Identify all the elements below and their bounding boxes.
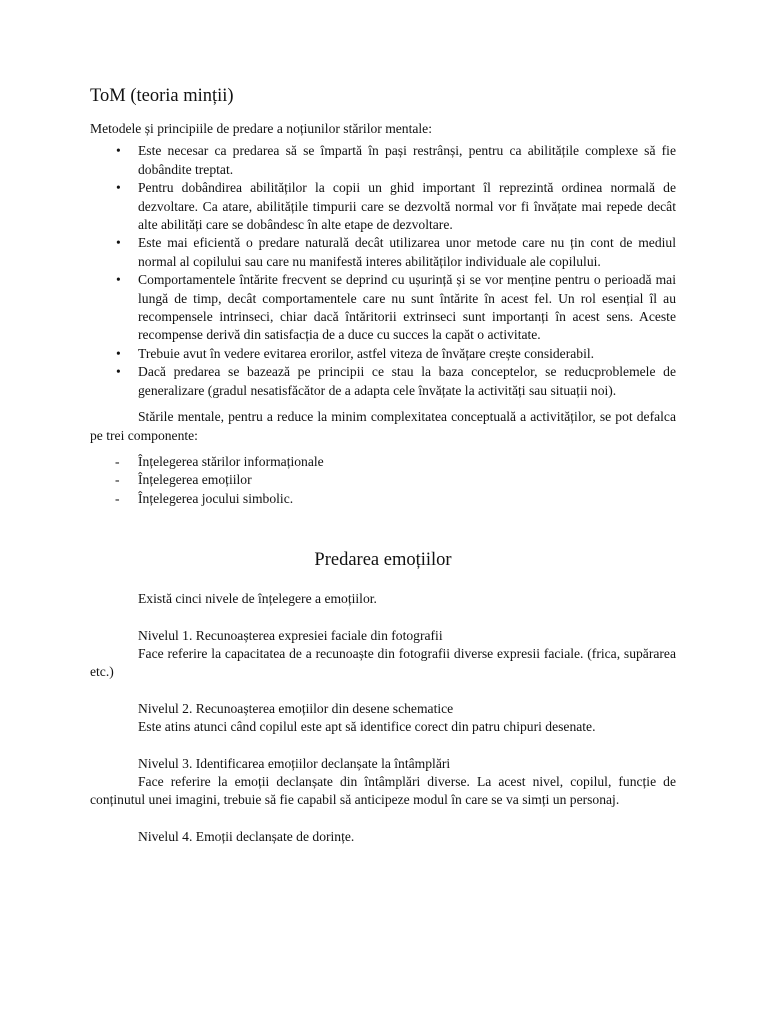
list-item-text: Înțelegerea emoțiilor <box>138 472 252 488</box>
dash-icon: - <box>115 490 120 506</box>
level-description: Este atins atunci când copilul este apt să identifice corect din patru chipuri desenate. <box>138 719 596 735</box>
list-item <box>90 179 676 234</box>
level-title: Nivelul 3. Identificarea emoțiilor declanșate la întâmplări <box>138 755 451 771</box>
list-item-text: Este mai eficientă o predare naturală decât utilizarea unor metode care nu țin cont de mediul normal al copilului sau care nu manifestă interes abilităților individuale ale copilului. <box>138 235 676 269</box>
level-block-4 <box>90 828 676 846</box>
level-description: Face referire la emoții declanșate din întâmplări diverse. La acest nivel, copilul, funcție de conținutul unei imagini, trebuie să fie capabil să anticipeze modul în care se va simți un personaj. <box>90 773 676 808</box>
list-item <box>90 271 676 345</box>
list-item-text: Înțelegerea stărilor informaționale <box>138 453 324 469</box>
list-item-text: Comportamentele întărite frecvent se deprind cu ușurință și se vor menține pentru o perioadă mai lungă de timp, decât comportamentele care nu sunt întărite în acest fel. Un rol esențial îl au recompensele intrinseci, chiar dacă întăritorii extrinseci sunt importanți în acest sens. Aceste recompense derivă din satisfacția de a duce cu succes la capăt o activitate. <box>138 272 676 343</box>
list-item-text: Este necesar ca predarea să se împartă în pași restrânși, pentru ca abilitățile complexe să fie dobândite treptat. <box>138 143 676 177</box>
list-item <box>90 490 676 508</box>
list-item-text: Pentru dobândirea abilităților la copii un ghid important îl reprezintă ordinea normală de dezvoltare. Ca atare, abilitățile timpurii care se dezvoltă normal vor fi învățate mai repede decât alte abilități care se dobândesc în alte etape de dezvoltare. <box>138 180 676 233</box>
level-title: Nivelul 2. Recunoașterea emoțiilor din desene schematice <box>138 700 454 716</box>
level-description: Face referire la capacitatea de a recunoaște din fotografii diverse expresii faciale. (frica, supărarea etc.) <box>90 645 676 680</box>
level-block-2 <box>90 700 676 737</box>
mental-states-paragraph: Stările mentale, pentru a reduce la minim complexitatea conceptuală a activităților, se pot defalca pe trei componente: <box>90 409 676 443</box>
list-item <box>90 234 676 271</box>
list-item <box>90 142 676 179</box>
level-block-1 <box>90 627 676 682</box>
level-title: Nivelul 4. Emoții declanșate de dorințe. <box>138 828 355 844</box>
document-page <box>90 84 676 846</box>
bullet-icon: • <box>116 180 121 196</box>
level-title: Nivelul 1. Recunoașterea expresiei faciale din fotografii <box>138 627 443 643</box>
dash-icon: - <box>115 472 120 488</box>
emotions-intro: Există cinci nivele de înțelegere a emoțiilor. <box>138 591 377 607</box>
bullet-icon: • <box>116 143 121 159</box>
level-block-3 <box>90 755 676 810</box>
list-item <box>90 345 676 363</box>
components-list <box>90 453 676 508</box>
section-title-tom: ToM (teoria minții) <box>90 86 234 106</box>
bullet-icon: • <box>116 364 121 380</box>
bullet-icon: • <box>116 272 121 288</box>
bullet-icon: • <box>116 235 121 251</box>
dash-icon: - <box>115 453 120 469</box>
bullet-icon: • <box>116 345 121 361</box>
list-item-text: Înțelegerea jocului simbolic. <box>138 490 294 506</box>
section-title-emotions: Predarea emoțiilor <box>314 550 452 571</box>
list-item <box>90 453 676 471</box>
list-item-text: Dacă predarea se bazează pe principii ce stau la baza conceptelor, se reducproblemele de generalizare (gradul nesatisfăcător de a adapta cele învățate la activități sau situații noi). <box>138 364 676 398</box>
methods-intro: Metodele și principiile de predare a noțiunilor stărilor mentale: <box>90 121 432 136</box>
principles-list <box>90 142 676 400</box>
list-item-text: Trebuie avut în vedere evitarea erorilor, astfel viteza de învățare crește considerabil. <box>138 345 595 361</box>
list-item <box>90 363 676 400</box>
list-item <box>90 471 676 489</box>
